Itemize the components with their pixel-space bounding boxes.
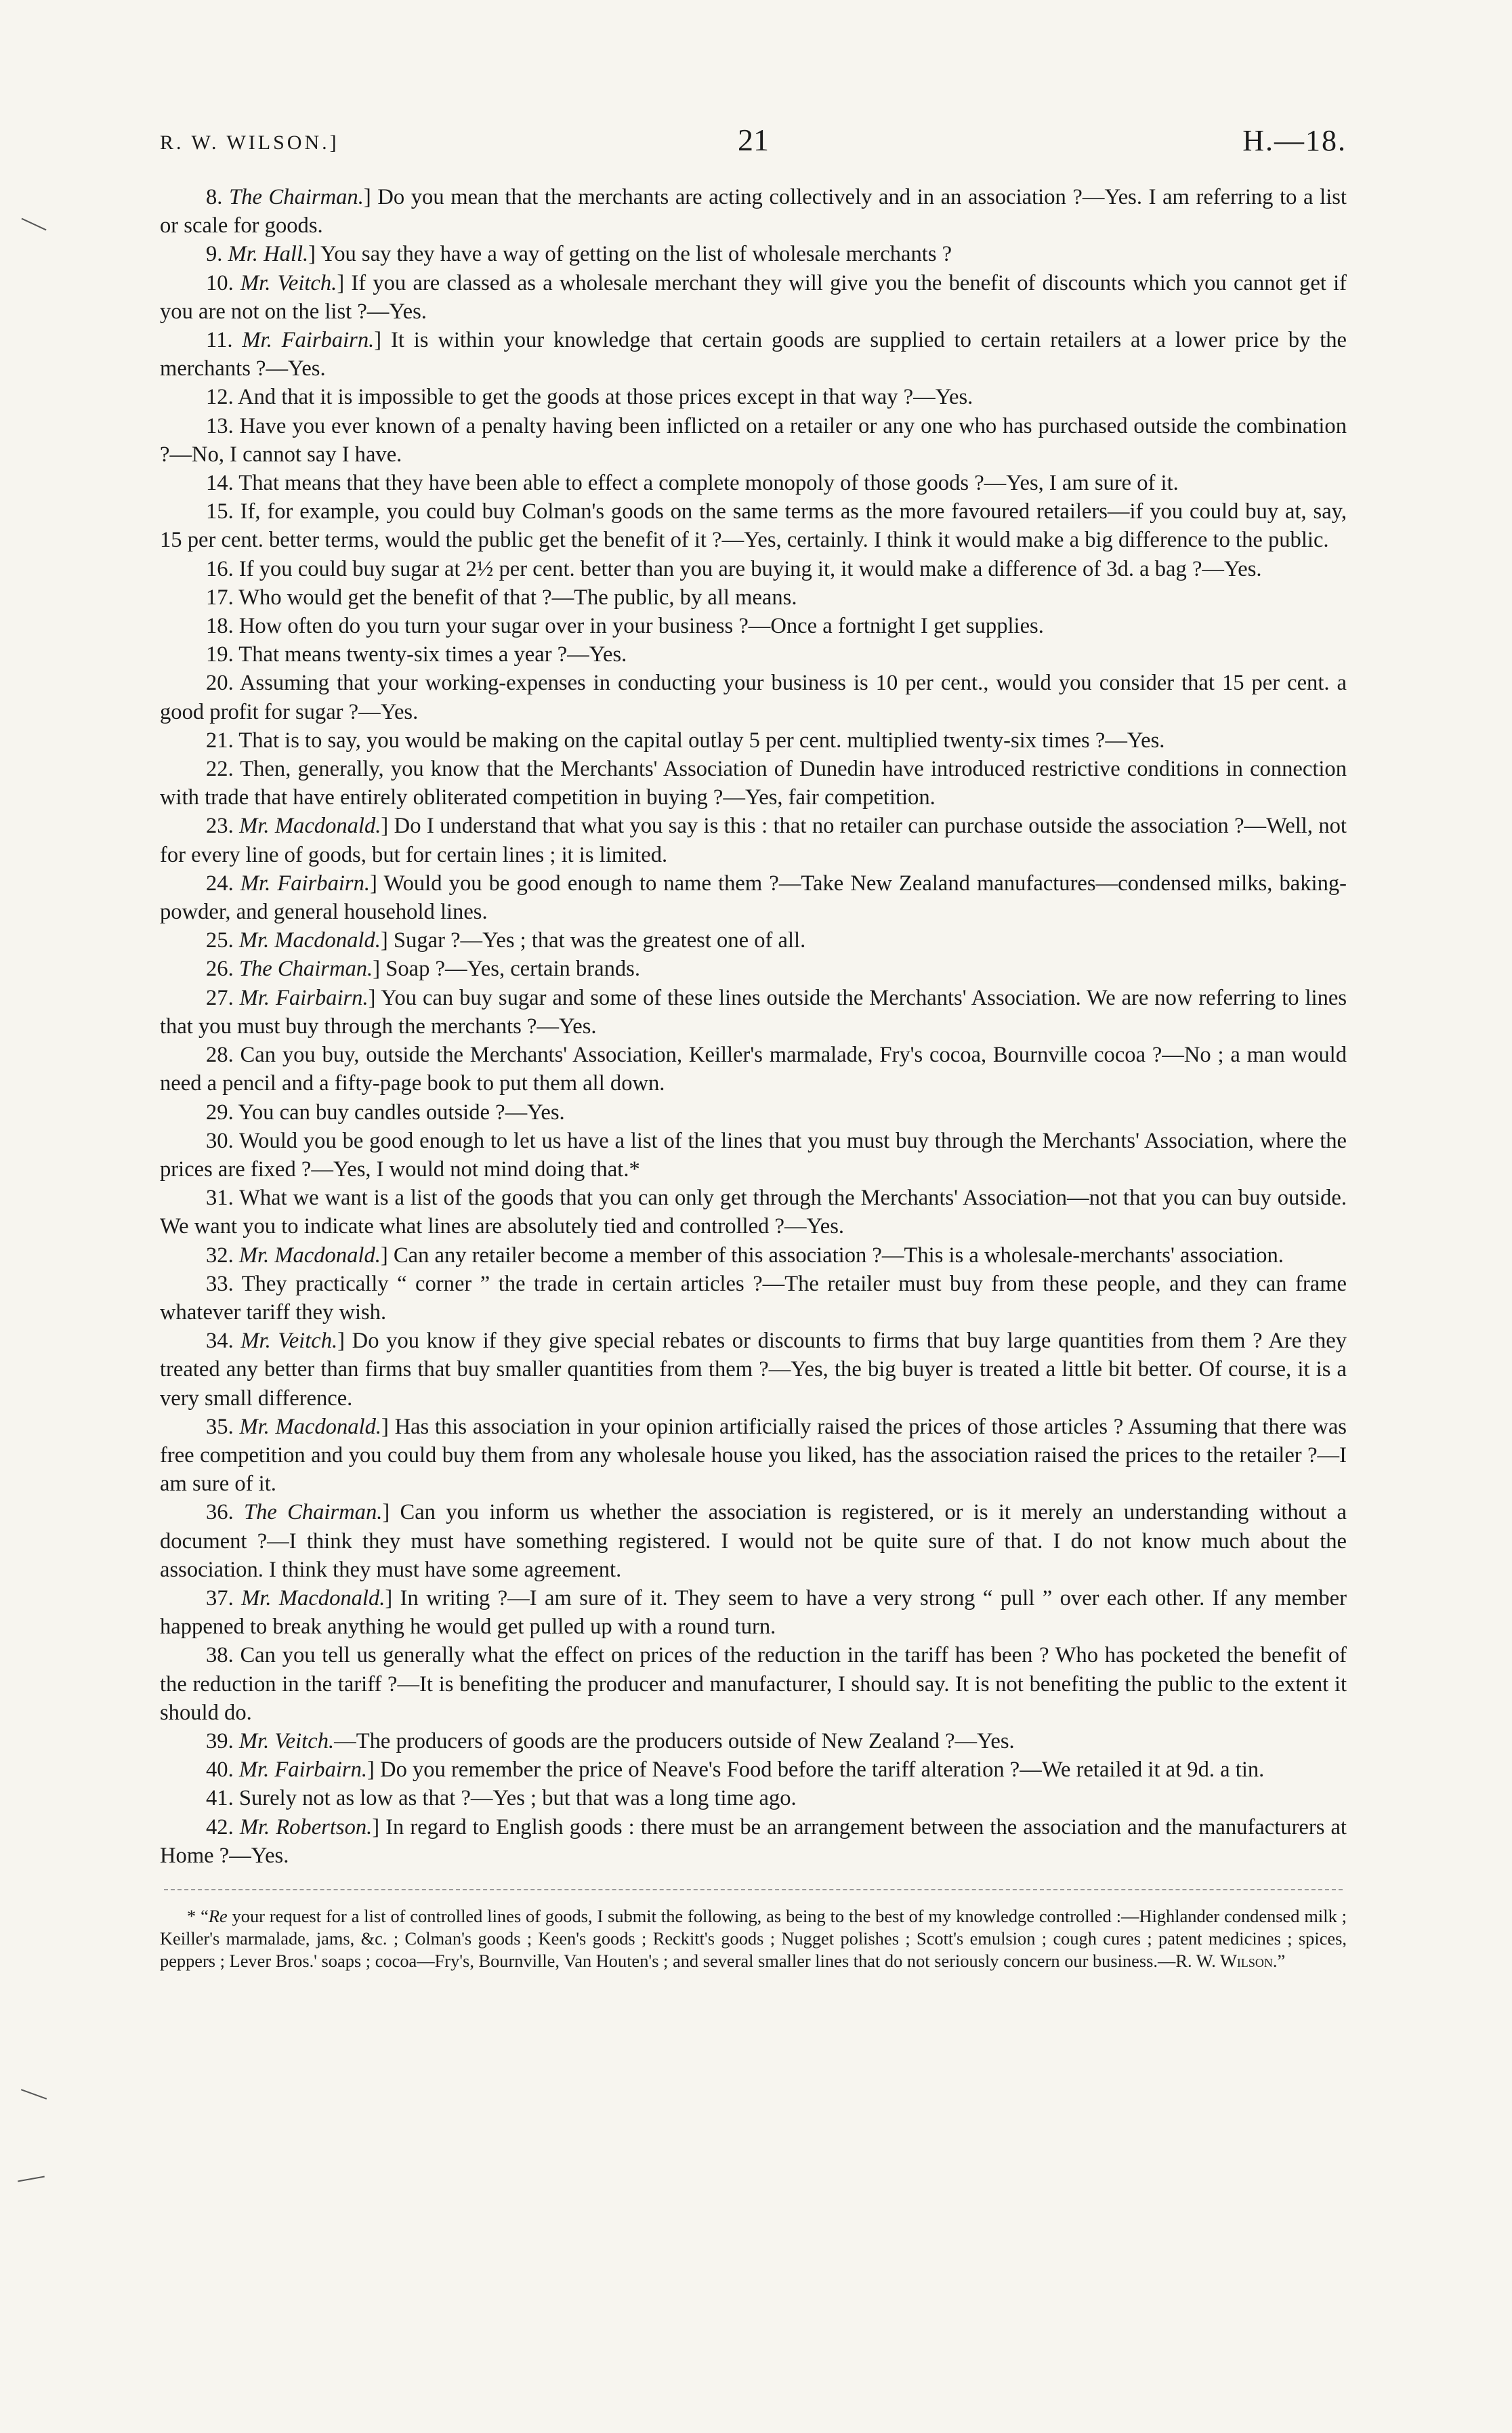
question-number: 25.: [206, 928, 234, 953]
speaker-name: Mr. Macdonald.: [238, 1243, 381, 1268]
question-paragraph: [160, 955, 1347, 983]
question-text: Surely not as low as that ?—Yes ; but that was a long time ago.: [238, 1786, 797, 1811]
margin-mark: [21, 2089, 47, 2100]
question-paragraph: [160, 669, 1347, 726]
question-number: 24.: [206, 871, 234, 896]
footnote-text: your request for a list of controlled lines of goods, I submit the following, as being to the best of my knowledge controlled :—Highlander condensed milk ; Keiller's marmalade, jams, &c. ; Colman's goods ; Keen's goods ; Reckitt's goods ; Nugget polishes ; Scott's emulsion ; cough cures ; patent medicines ; spices, peppers ; Lever Bros.' soaps ; cocoa—Fry's, Bournville, Van Houten's ; and several smaller lines that do not seriously concern our business.—: [160, 1905, 1347, 1971]
question-text: Can you buy, outside the Merchants' Association, Keiller's marmalade, Fry's cocoa, Bournville cocoa ?—No ; a man would need a pencil and a fifty-page book to put them all down.: [160, 1043, 1347, 1096]
question-paragraph: [160, 984, 1347, 1041]
question-text: If you could buy sugar at 2½ per cent. better than you are buying it, it would make a difference of 3d. a bag ?—Yes.: [238, 556, 1262, 581]
question-number: 28.: [206, 1043, 234, 1068]
question-paragraph: [160, 640, 1347, 669]
question-number: 29.: [206, 1100, 234, 1125]
question-text: Have you ever known of a penalty having been inflicted on a retailer or any one who has purchased outside the combination ?—No, I cannot say I have.: [160, 413, 1347, 467]
question-text: ] Do you know if they give special rebates or discounts to firms that buy large quantities from them ? Are they treated any better than firms that buy smaller quantities from them ?—Yes, the big buyer is treated a little bit better. Of course, it is a very small difference.: [160, 1329, 1347, 1411]
question-text: ] Do you remember the price of Neave's Food before the tariff alteration ?—We retailed it at 9d. a tin.: [367, 1758, 1265, 1783]
speaker-name: Mr. Macdonald.: [239, 814, 381, 839]
speaker-name: Mr. Veitch.: [240, 1329, 338, 1354]
question-number: 19.: [206, 642, 234, 667]
speaker-name: Mr. Macdonald.: [238, 928, 381, 953]
question-text: ] Do you mean that the merchants are acting collectively and in an association ?—Yes. I am referring to a list or scale for goods.: [160, 185, 1347, 238]
speaker-name: The Chairman.: [238, 957, 373, 982]
margin-mark: [18, 2176, 45, 2182]
question-text: Who would get the benefit of that ?—The public, by all means.: [238, 585, 797, 610]
question-number: 41.: [206, 1786, 234, 1811]
question-text: If, for example, you could buy Colman's goods on the same terms as the more favoured retailers—if you could buy at, say, 15 per cent. better terms, would the public get the benefit of it ?—Yes, certainly. I think it would make a big difference to the public.: [160, 499, 1347, 553]
question-number: 32.: [206, 1243, 234, 1268]
footnote-re: Re: [208, 1905, 228, 1926]
question-number: 21.: [206, 728, 234, 753]
question-text: Can you tell us generally what the effect on prices of the reduction in the tariff has been ? Who has pocketed the benefit of the reduction in the tariff ?—It is benefiting the producer and manufacturer, I should say. It is not benefiting the public to the extent it should do.: [160, 1643, 1347, 1725]
question-text: You can buy candles outside ?—Yes.: [238, 1100, 565, 1125]
question-text: ] Sugar ?—Yes ; that was the greatest one of all.: [380, 928, 806, 953]
question-text: —The producers of goods are the producers outside of New Zealand ?—Yes.: [334, 1728, 1015, 1753]
question-number: 37.: [206, 1585, 234, 1610]
speaker-name: Mr. Macdonald.: [239, 1414, 382, 1439]
margin-mark: [21, 218, 46, 231]
question-number: 9.: [206, 242, 223, 267]
question-text: What we want is a list of the goods that you can only get through the Merchants' Association—not that you can buy outside. We want you to indicate what lines are absolutely tied and controlled ?—Yes.: [160, 1186, 1347, 1239]
question-paragraph: [160, 240, 1347, 268]
page-header: [160, 122, 1347, 183]
question-number: 30.: [206, 1128, 234, 1153]
question-paragraph: [160, 1641, 1347, 1727]
question-number: 22.: [206, 757, 234, 782]
page-number: 21: [738, 123, 769, 157]
footnote-mark: * “: [187, 1905, 209, 1926]
question-number: 12.: [206, 385, 234, 410]
footnote-rule: [164, 1889, 1343, 1890]
question-text: And that it is impossible to get the goods at those prices except in that way ?—Yes.: [238, 385, 973, 410]
question-number: 17.: [206, 585, 234, 610]
question-number: 34.: [206, 1329, 234, 1354]
question-number: 26.: [206, 957, 234, 982]
question-number: 33.: [206, 1271, 234, 1296]
question-paragraph: [160, 612, 1347, 640]
question-paragraph: [160, 1784, 1347, 1812]
question-number: 14.: [206, 471, 234, 496]
speaker-name: Mr. Veitch.: [240, 270, 337, 295]
question-text: How often do you turn your sugar over in your business ?—Once a fortnight I get supplies.: [238, 614, 1044, 639]
question-number: 27.: [206, 985, 234, 1010]
speaker-name: The Chairman.: [243, 1500, 383, 1525]
question-text: That means that they have been able to effect a complete monopoly of those goods ?—Yes, I am sure of it.: [238, 471, 1179, 496]
speaker-name: Mr. Fairbairn.: [239, 985, 369, 1010]
question-paragraph: [160, 326, 1347, 383]
speaker-name: Mr. Fairbairn.: [238, 1758, 368, 1783]
question-number: 31.: [206, 1186, 234, 1211]
question-number: 39.: [206, 1728, 234, 1753]
question-paragraph: [160, 269, 1347, 326]
question-text: Then, generally, you know that the Merchants' Association of Dunedin have introduced restrictive conditions in connection with trade that have entirely obliterated competition in buying ?—Yes, fair competition.: [160, 757, 1347, 810]
question-text: That means twenty-six times a year ?—Yes.: [238, 642, 627, 667]
footnote-signature: R. W. Wilson.”: [1175, 1950, 1286, 1971]
question-text: ] Can any retailer become a member of this association ?—This is a wholesale-merchants' association.: [380, 1243, 1284, 1268]
question-text: ] Soap ?—Yes, certain brands.: [373, 957, 640, 982]
report-reference: H.—18.: [1242, 124, 1347, 157]
speaker-name: Mr. Macdonald.: [241, 1585, 385, 1610]
question-number: 23.: [206, 814, 234, 839]
question-paragraph: [160, 1584, 1347, 1641]
question-text: ] If you are classed as a wholesale merchant they will give you the benefit of discounts which you cannot get if you are not on the list ?—Yes.: [160, 270, 1347, 324]
speaker-name: Mr. Robertson.: [239, 1814, 373, 1839]
question-number: 11.: [206, 328, 233, 353]
question-number: 15.: [206, 499, 234, 524]
question-paragraph: [160, 1041, 1347, 1098]
question-number: 8.: [206, 185, 223, 209]
question-number: 20.: [206, 671, 234, 696]
speaker-name: The Chairman.: [229, 185, 364, 209]
question-number: 13.: [206, 413, 234, 438]
question-text: ] In writing ?—I am sure of it. They seem to have a very strong “ pull ” over each other. If any member happened to break anything he would get pulled up with a round turn.: [160, 1585, 1347, 1640]
question-number: 35.: [206, 1414, 234, 1439]
question-paragraph: [160, 183, 1347, 240]
question-paragraph: [160, 555, 1347, 583]
question-paragraph: [160, 1755, 1347, 1784]
question-number: 18.: [206, 614, 234, 639]
question-paragraph: [160, 497, 1347, 554]
question-paragraph: [160, 1127, 1347, 1184]
question-paragraph: [160, 726, 1347, 755]
question-paragraph: [160, 1327, 1347, 1413]
question-number: 10.: [206, 270, 234, 295]
question-text: ] You say they have a way of getting on the list of wholesale merchants ?: [308, 242, 952, 267]
question-text: Would you be good enough to let us have a list of the lines that you must buy through the Merchants' Association, where the prices are fixed ?—Yes, I would not mind doing that.*: [160, 1128, 1347, 1182]
question-paragraph: [160, 869, 1347, 926]
witness-name: R. W. WILSON.]: [160, 131, 339, 154]
question-number: 38.: [206, 1643, 234, 1668]
document-page: [160, 122, 1347, 1972]
question-paragraph: [160, 1241, 1347, 1270]
speaker-name: Mr. Fairbairn.: [242, 328, 375, 353]
question-text: ] Can you inform us whether the association is registered, or is it merely an understanding without a document ?—I think they must have something registered. I would not be quite sure of that. I do not know much about the association. I think they must have some agreement.: [160, 1500, 1347, 1582]
footnote: [160, 1905, 1347, 1972]
testimony-body: [160, 183, 1347, 1870]
question-paragraph: [160, 1498, 1347, 1584]
question-number: 36.: [206, 1500, 234, 1525]
question-number: 40.: [206, 1758, 234, 1783]
question-text: ] In regard to English goods : there must be an arrangement between the association and the manufacturers at Home ?—Yes.: [160, 1814, 1347, 1868]
question-paragraph: [160, 1413, 1347, 1499]
question-text: ] Do I understand that what you say is this : that no retailer can purchase outside the association ?—Well, not for every line of goods, but for certain lines ; it is limited.: [160, 814, 1347, 867]
question-text: ] It is within your knowledge that certain goods are supplied to certain retailers at a lower price by the merchants ?—Yes.: [160, 328, 1347, 381]
question-text: ] Would you be good enough to name them ?—Take New Zealand manufactures—condensed milks, baking-powder, and general household lines.: [160, 871, 1347, 925]
question-text: They practically “ corner ” the trade in certain articles ?—The retailer must buy from these people, and they can frame whatever tariff they wish.: [160, 1271, 1347, 1325]
question-paragraph: [160, 1098, 1347, 1127]
question-paragraph: [160, 1727, 1347, 1755]
question-paragraph: [160, 926, 1347, 955]
question-paragraph: [160, 812, 1347, 869]
question-number: 42.: [206, 1814, 234, 1839]
question-paragraph: [160, 1813, 1347, 1870]
question-paragraph: [160, 412, 1347, 469]
speaker-name: Mr. Hall.: [228, 242, 309, 267]
question-paragraph: [160, 583, 1347, 612]
question-paragraph: [160, 755, 1347, 812]
speaker-name: Mr. Fairbairn.: [240, 871, 371, 896]
question-text: That is to say, you would be making on the capital outlay 5 per cent. multiplied twenty-six times ?—Yes.: [238, 728, 1165, 753]
question-paragraph: [160, 383, 1347, 411]
question-number: 16.: [206, 556, 234, 581]
question-paragraph: [160, 1270, 1347, 1327]
question-text: ] You can buy sugar and some of these lines outside the Merchants' Association. We are now referring to lines that you must buy through the merchants ?—Yes.: [160, 985, 1347, 1039]
question-text: ] Has this association in your opinion artificially raised the prices of those articles ? Assuming that there was free competition and you could buy them from any wholesale house you liked, has the association raised the prices to the retailer ?—I am sure of it.: [160, 1414, 1347, 1497]
speaker-name: Mr. Veitch.: [238, 1728, 335, 1753]
question-paragraph: [160, 469, 1347, 497]
question-text: Assuming that your working-expenses in conducting your business is 10 per cent., would you consider that 15 per cent. a good profit for sugar ?—Yes.: [160, 671, 1347, 724]
question-paragraph: [160, 1184, 1347, 1241]
